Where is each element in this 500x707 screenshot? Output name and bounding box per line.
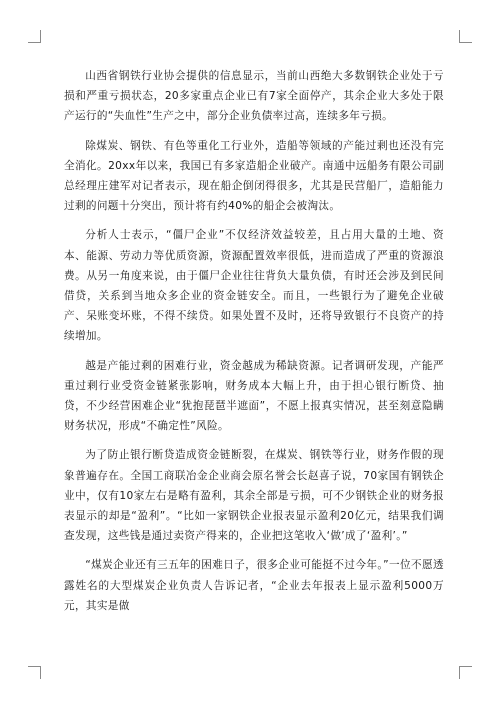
paragraph-2: 除煤炭、钢铁、有色等重化工行业外，造船等领域的产能过剩也还没有完全消化。20xx年以来，我国已有多家造船企业破产。南通中远船务有限公司副总经理庄建军对记者表示，现在船企倒闭得很多，尤其是民营船厂，造船能力过剩的问题十分突出，预计将有约40%的船企会被淘汰。 bbox=[64, 139, 444, 213]
paragraph-4: 越是产能过剩的困难行业，资金越成为稀缺资源。记者调研发现，产能严重过剩行业受资金链紧张影响，财务成本大幅上升，由于担心银行断贷、抽贷，不少经营困难企业“犹抱琵琶半遮面”，不愿上报真实情况，甚至刻意隐瞒财务状况，形成“不确定性”风险。 bbox=[64, 359, 444, 433]
paragraph-1: 山西省钢铁行业协会提供的信息显示，当前山西绝大多数钢铁企业处于亏损和严重亏损状态，20多家重点企业已有7家全面停产，其余企业大多处于限产运行的“失血性”生产之中，部分企业负债率过高，连续多年亏损。 bbox=[64, 70, 444, 123]
document-body bbox=[64, 66, 444, 625]
paragraph-5: 为了防止银行断贷造成资金链断裂，在煤炭、钢铁等行业，财务作假的现象普遍存在。全国工商联冶金企业商会原名誉会长赵喜子说，70家国有钢铁企业中，仅有10家左右是略有盈利，其余全部是亏损，可不少钢铁企业的财务报表显示的却是“盈利”。“比如一家钢铁企业报表显示盈利20亿元，结果我们调查发现，这些钱是通过卖资产得来的，企业把这笔收入‘做’成了‘盈利’。” bbox=[64, 449, 444, 543]
paragraph-3: 分析人士表示，“僵尸企业”不仅经济效益较差，且占用大量的土地、资本、能源、劳动力等优质资源，资源配置效率很低，进而造成了严重的资源浪费。从另一角度来说，由于僵尸企业往往背负大量负债，有时还会涉及到民间借贷，关系到当地众多企业的资金链安全。而且，一些银行为了避免企业破产、呆账变坏账，不得不续贷。如果处置不及时，还将导致银行不良资产的持续增加。 bbox=[64, 229, 444, 343]
crop-mark-top-left bbox=[28, 30, 41, 43]
crop-mark-bottom-right bbox=[459, 666, 472, 679]
crop-mark-bottom-left bbox=[28, 666, 41, 679]
paragraph-6: “煤炭企业还有三五年的困难日子，很多企业可能挺不过今年。”一位不愿透露姓名的大型煤炭企业负责人告诉记者，“企业去年报表上显示盈利5000万元，其实是做 bbox=[64, 559, 444, 612]
crop-mark-top-right bbox=[459, 30, 472, 43]
